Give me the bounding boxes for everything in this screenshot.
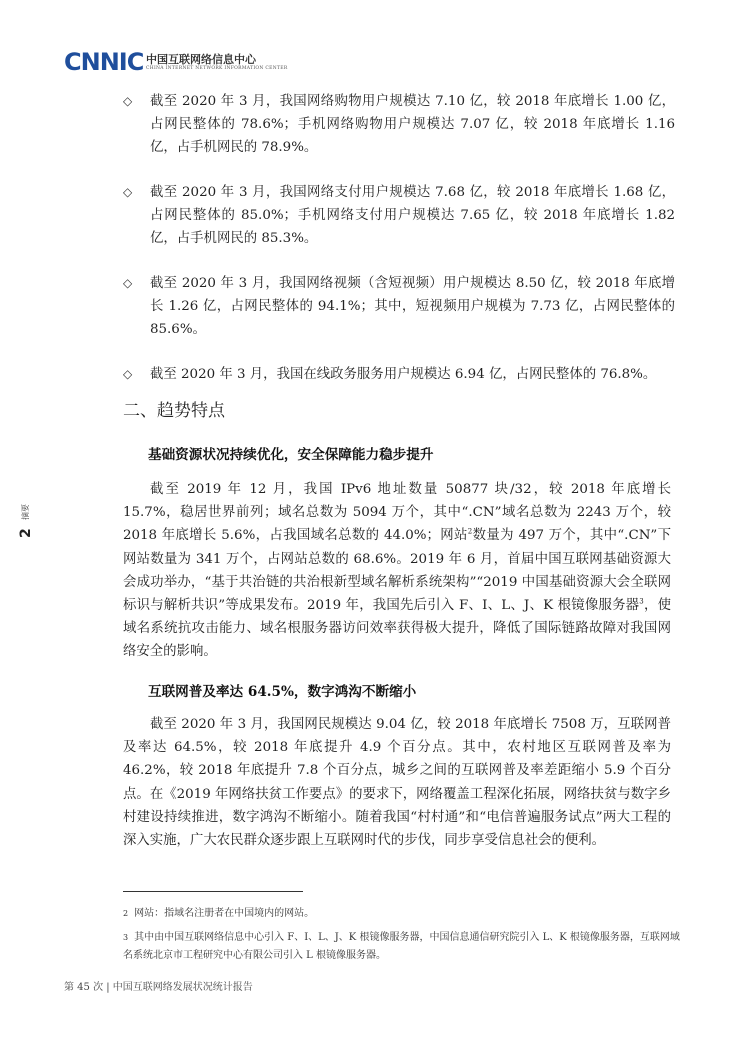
bullet-item — [123, 363, 675, 386]
para-text: 数量为 497 万个，其中“.CN”下网站数量为 341 万个，占网站总数的 68.6%。2019 年 6 月，首届中国互联网基础资源大会成功举办，“基于共治链的共治根新型域名解析系统架构”“2019 中国基础资源大会全联网标识与解析共识”等成果发布。2019 年，我国先后引入 F、I、L、J、K 根镜像服务器 — [123, 528, 671, 614]
footnote-ref: 3 — [639, 597, 644, 606]
diamond-icon: ◇ — [123, 94, 133, 108]
bullet-text: 截至 2020 年 3 月，我国网络视频（含短视频）用户规模达 8.50 亿，较 2018 年底增长 1.26 亿，占网民整体的 94.1%；其中，短视频用户规模为 7.73 亿，占网民整体的 85.6%。 — [150, 276, 675, 337]
bullet-item — [123, 90, 675, 159]
footnote-item — [123, 929, 683, 965]
footnote-mark: 2 — [123, 909, 129, 918]
footnote-ref: 2 — [467, 527, 473, 536]
bullet-list — [123, 90, 675, 408]
paragraph-penetration: 截至 2020 年 3 月，我国网民规模达 9.04 亿，较 2018 年底增长 7508 万，互联网普及率达 64.5%，较 2018 年底提升 4.9 个百分点。其中，农村地区互联网普及率为 46.2%，较 2018 年底提升 7.8 个百分点，城乡之间的互联网普及率差距缩小 5.9 个百分点。在《2019 年网络扶贫工作要点》的要求下，网络覆盖工程深化拓展，网络扶贫与数字乡村建设持续推进，数字鸿沟不断缩小。随着我国“村村通”和“电信普遍服务试点”两大工程的深入实施，广大农民群众逐步跟上互联网时代的步伐，同步享受信息社会的便利。 — [123, 717, 671, 849]
footnote-item — [123, 905, 683, 923]
diamond-icon: ◇ — [123, 367, 133, 381]
bullet-text: 截至 2020 年 3 月，我国网络购物用户规模达 7.10 亿，较 2018 年底增长 1.00 亿，占网民整体的 78.6%；手机网络购物用户规模达 7.07 亿，较 2018 年底增长 1.16 亿，占手机网民的 78.9%。 — [150, 94, 675, 155]
para-text: ，使域名系统抗攻击能力、域名根服务器访问效率获得极大提升，降低了国际链路故障对我国网络安全的影响。 — [123, 598, 671, 660]
side-section-label: 摘要 — [21, 504, 30, 520]
section-title: 二、趋势特点 — [123, 401, 225, 421]
footnote-text: 网站：指域名注册者在中国境内的网站。 — [134, 908, 315, 919]
cnnic-logo: CNNIC — [64, 48, 144, 76]
footnote-text: 其中由中国互联网络信息中心引入 F、I、L、J、K 根镜像服务器，中国信息通信研究院引入 L、K 根镜像服务器，互联网域名系统北京市工程研究中心有限公司引入 L 根镜像服务器。 — [123, 932, 680, 961]
page-footer: 第 45 次 | 中国互联网络发展状况统计报告 — [64, 982, 253, 993]
diamond-icon: ◇ — [123, 185, 133, 199]
logo-chinese-name: 中国互联网络信息中心 — [146, 53, 256, 66]
footnote-divider — [123, 891, 303, 892]
side-page-number: 2 — [18, 528, 34, 538]
bullet-item — [123, 272, 675, 341]
footnote-mark: 3 — [123, 933, 129, 942]
para-text: 截至 2019 年 12 月，我国 IPv6 地址数量 50877 块/32，较 2018 年底增长 15.7%，稳居世界前列；域名总数为 5094 万个，其中“.CN”域名总数为 2243 万个，较 2018 年底增长 5.6%，占我国域名总数的 44.0%；网站 — [123, 482, 671, 544]
subheading-penetration: 互联网普及率达 64.5%，数字鸿沟不断缩小 — [148, 684, 417, 700]
bullet-item — [123, 181, 675, 250]
bullet-text: 截至 2020 年 3 月，我国网络支付用户规模达 7.68 亿，较 2018 年底增长 1.68 亿，占网民整体的 85.0%；手机网络支付用户规模达 7.65 亿，较 2018 年底增长 1.82 亿，占手机网民的 85.3%。 — [150, 185, 675, 246]
bullet-text: 截至 2020 年 3 月，我国在线政务服务用户规模达 6.94 亿，占网民整体的 76.8%。 — [150, 367, 657, 382]
subheading-infrastructure: 基础资源状况持续优化，安全保障能力稳步提升 — [148, 447, 434, 463]
paragraph-infrastructure — [123, 478, 671, 664]
logo-english-name: CHINA INTERNET NETWORK INFORMATION CENTER — [146, 66, 288, 71]
diamond-icon: ◇ — [123, 276, 133, 290]
